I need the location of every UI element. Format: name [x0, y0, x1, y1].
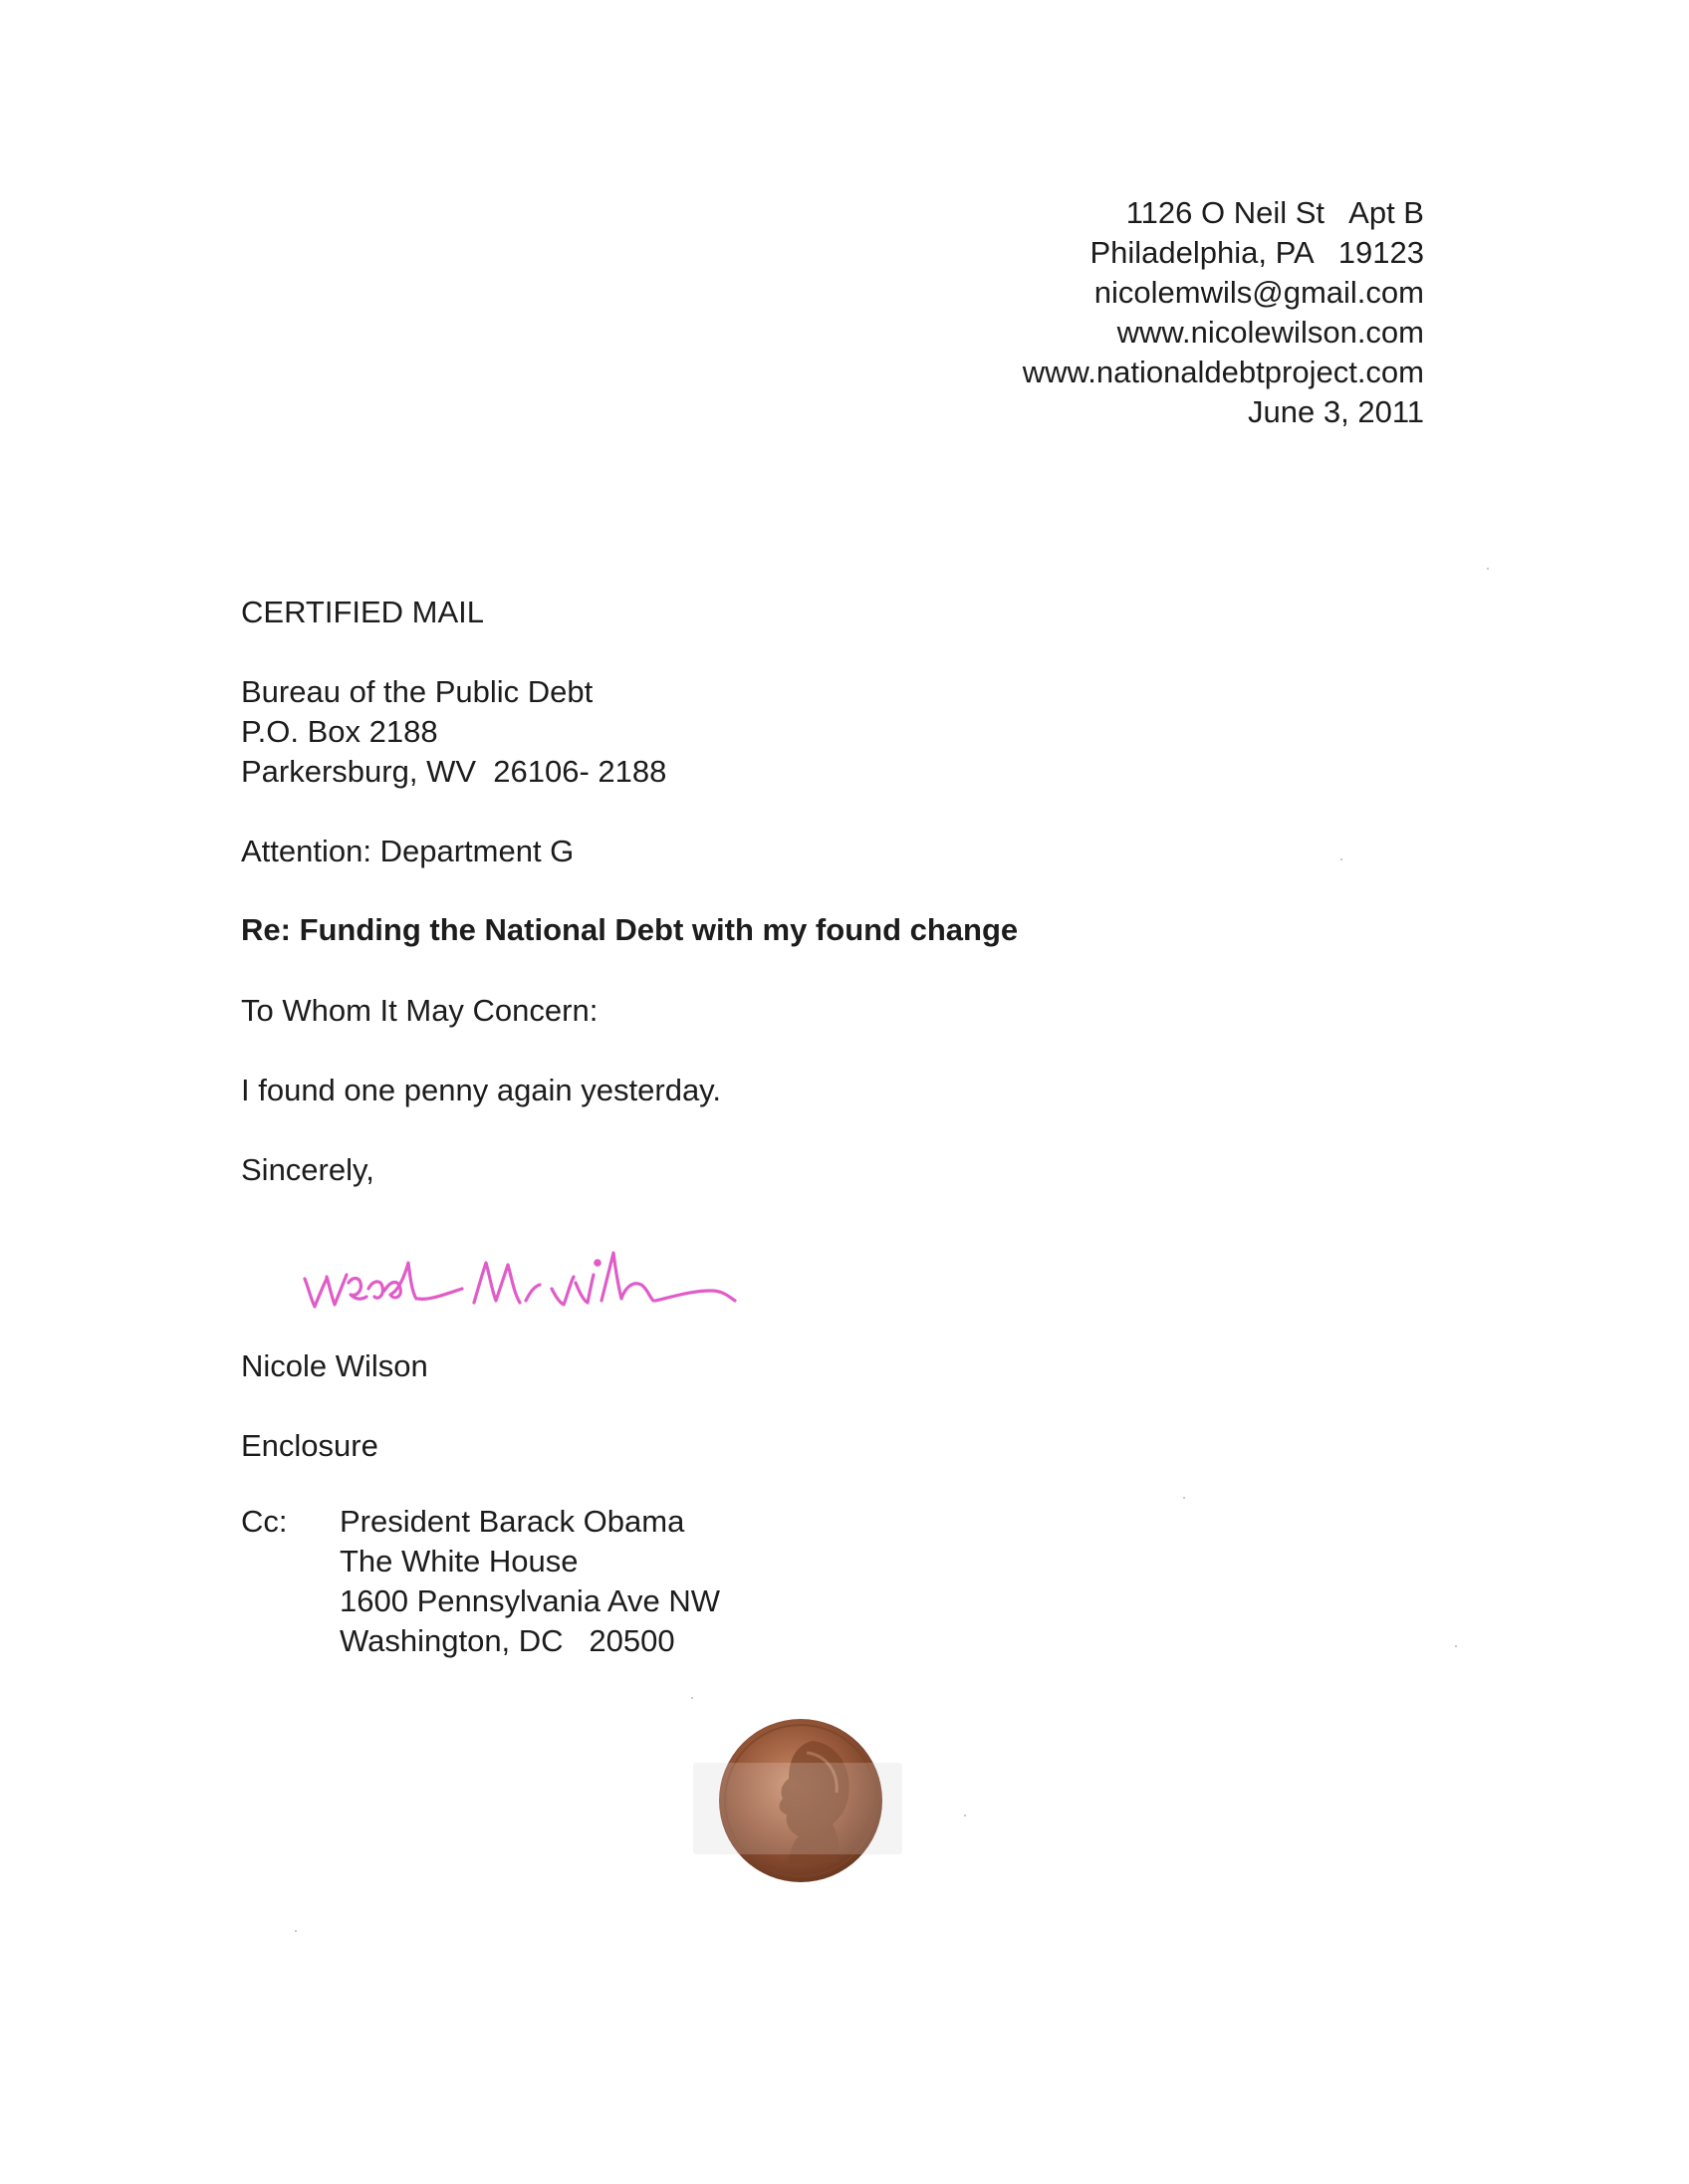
cc-line-4: Washington, DC 20500 — [340, 1623, 675, 1658]
cc-address-block — [340, 1502, 720, 1661]
scan-speck — [1487, 568, 1489, 570]
scan-speck — [964, 1815, 966, 1817]
scan-speck — [1183, 1497, 1185, 1499]
scan-speck — [691, 1697, 693, 1699]
handwritten-signature — [295, 1217, 823, 1327]
letter-date: June 3, 2011 — [1248, 394, 1424, 429]
cc-name: President Barack Obama — [340, 1504, 685, 1539]
scan-speck — [1455, 1645, 1457, 1647]
sender-city-state-zip: Philadelphia, PA 19123 — [1089, 235, 1424, 270]
sender-website-2: www.nationaldebtproject.com — [1022, 355, 1424, 389]
penny-coin-icon — [693, 1693, 902, 1892]
sender-website-1: www.nicolewilson.com — [1116, 315, 1424, 350]
scan-speck — [1340, 858, 1342, 860]
salutation: To Whom It May Concern: — [241, 993, 599, 1028]
signer-name: Nicole Wilson — [241, 1348, 428, 1383]
sender-street: 1126 O Neil St Apt B — [1125, 195, 1424, 230]
cc-label: Cc: — [241, 1504, 288, 1539]
recipient-city-state-zip: Parkersburg, WV 26106- 2188 — [241, 754, 667, 789]
cc-line-3: 1600 Pennsylvania Ave NW — [340, 1583, 720, 1618]
sender-address-block — [1023, 193, 1424, 432]
delivery-method: CERTIFIED MAIL — [241, 595, 485, 629]
cc-line-2: The White House — [340, 1544, 579, 1578]
scan-speck — [295, 1930, 297, 1932]
closing: Sincerely, — [241, 1152, 374, 1187]
subject-line: Re: Funding the National Debt with my found change — [241, 912, 1019, 947]
taped-penny — [693, 1693, 902, 1892]
attention-line: Attention: Department G — [241, 834, 575, 868]
recipient-po-box: P.O. Box 2188 — [241, 714, 438, 749]
enclosure-note: Enclosure — [241, 1428, 378, 1463]
recipient-name: Bureau of the Public Debt — [241, 674, 594, 709]
letter-body: I found one penny again yesterday. — [241, 1073, 721, 1107]
sender-email: nicolemwils@gmail.com — [1093, 275, 1424, 310]
